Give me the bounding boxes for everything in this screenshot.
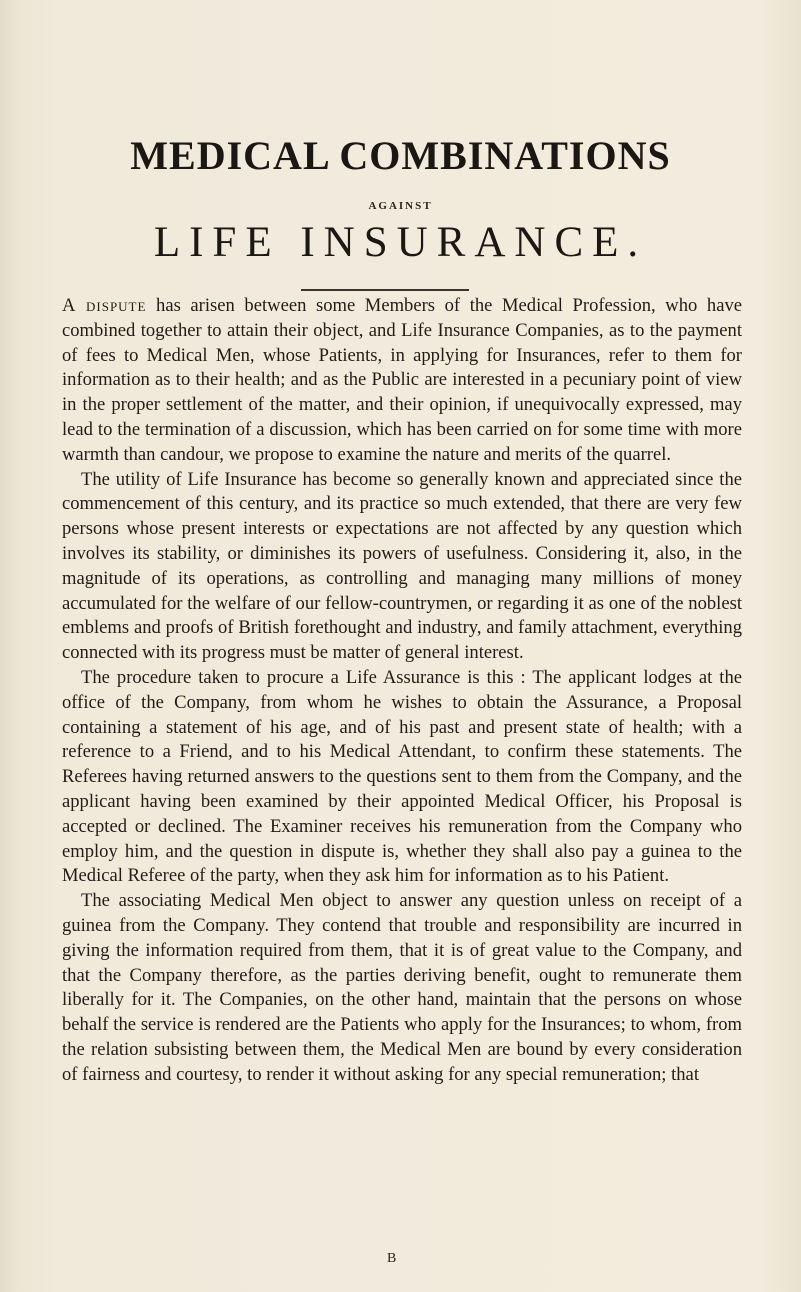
paragraph-4: The associating Medical Men object to answer any question unless on receipt of a guinea from the Company. They contend that trouble and responsibility are incurred in giving the information required from them, that it is of great value to the Company, and that the Company therefore, as the parties deriving benefit, ought to remunerate them liberally for it. The Companies, on the other hand, maintain that the persons on whose behalf the service is rendered are the Patients who apply for the Insurances; to whom, from the relation subsisting between them, the Medical Men are bound by every consideration of fairness and courtesy, to render it without asking for any special remuneration; that bbox=[62, 890, 742, 1085]
document-body bbox=[62, 294, 742, 1088]
paragraph-2: The utility of Life Insurance has become so generally known and appreciated since the commencement of this century, and its practice so much extended, that there are very few persons whose present interests or expectations are not affected by any question which involves its stability, or diminishes its powers of usefulness. Considering it, also, in the magnitude of its operations, as controlling and managing many millions of money accumulated for the welfare of our fellow-countrymen, or regarding it as one of the noblest emblems and proofs of British forethought and industry, and family attachment, everything connected with its progress must be matter of general interest. bbox=[62, 468, 742, 664]
paragraph-1-text: has arisen between some Members of the Medical Profession, who have combined together to attain their object, and Life Insurance Companies, as to the payment of fees to Medical Men, whose Patients, in applying for Insurances, refer to them for information as to their health; and as the Public are interested in a pecuniary point of view in the proper settlement of the matter, and their opinion, if unequivocally expressed, may lead to the termination of a discussion, which has been carried on for some time with more warmth than candour, we propose to examine the nature and merits of the quarrel. bbox=[62, 295, 743, 465]
signature-mark: B bbox=[387, 1251, 397, 1266]
document-subtitle-against: AGAINST bbox=[368, 200, 433, 212]
document-title: MEDICAL COMBINATIONS bbox=[130, 133, 671, 178]
paragraph-1 bbox=[62, 294, 742, 468]
paragraph-3: The procedure taken to procure a Life Assurance is this : The applicant lodges at the office of the Company, from whom he wishes to obtain the Assurance, a Proposal containing a statement of his age, and of his past and present state of health; with a reference to a Friend, and to his Medical Attendant, to confirm these statements. The Referees having returned answers to the questions sent to them from the Company, and the applicant having been examined by their appointed Medical Officer, his Proposal is accepted or declined. The Examiner receives his remuneration from the Company who employ him, and the question in dispute is, whether they shall also pay a guinea to the Medical Referee of the party, when they ask him for information as to his Patient. bbox=[62, 666, 742, 887]
document-subtitle-life-insurance: LIFE INSURANCE. bbox=[153, 219, 648, 266]
title-rule bbox=[301, 289, 469, 291]
paragraph-1-lead: A dispute bbox=[62, 295, 147, 316]
